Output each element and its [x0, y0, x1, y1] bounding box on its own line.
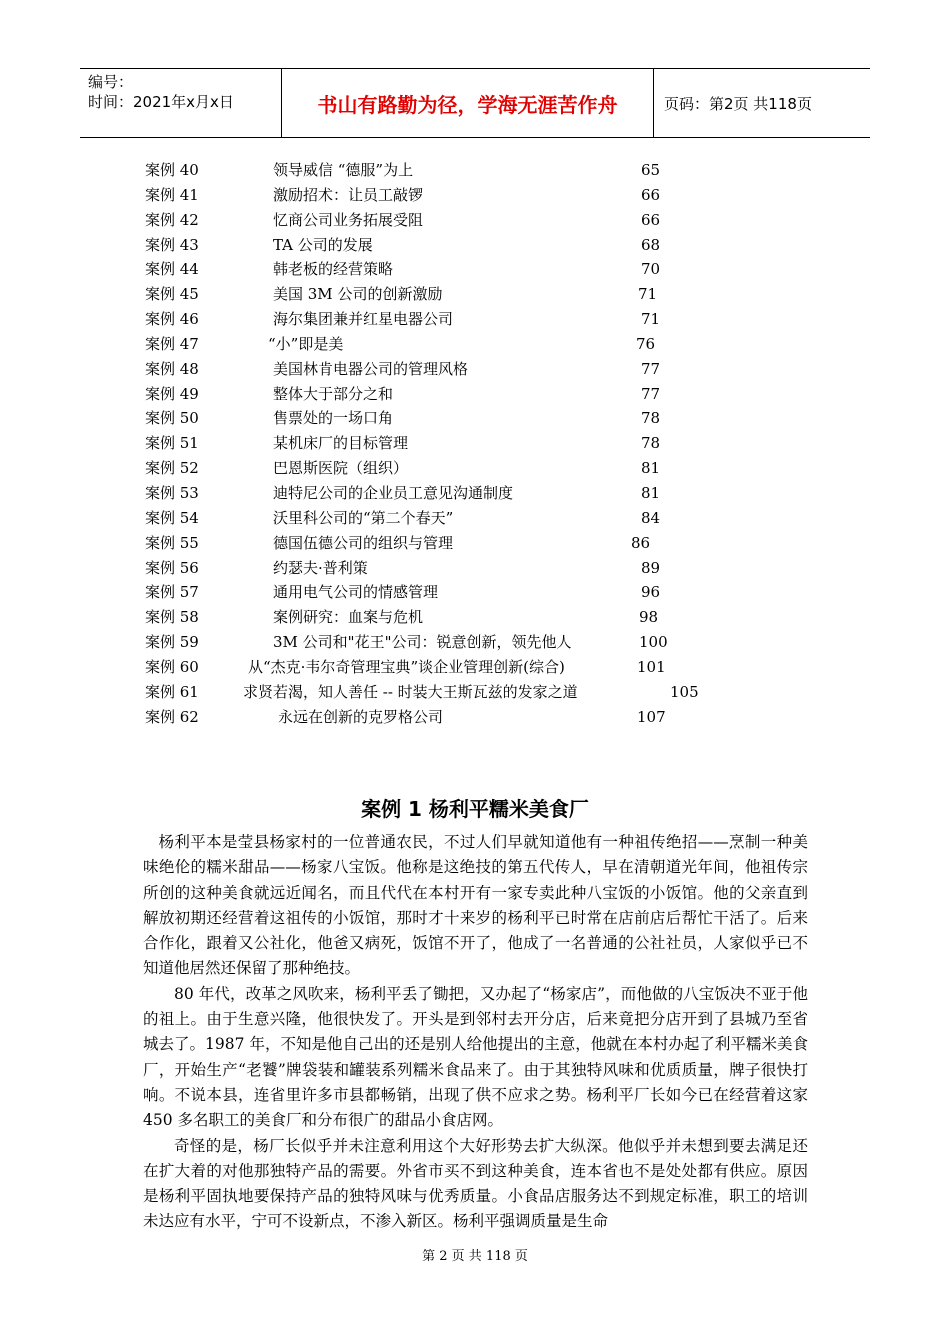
toc-page-number: 71	[638, 285, 658, 304]
toc-case-title: 巴恩斯医院（组织）	[273, 459, 409, 478]
toc-case-title: 海尔集团兼并红星电器公司	[273, 310, 454, 329]
toc-case-number: 案例 44	[145, 260, 199, 279]
toc-page-number: 107	[637, 707, 666, 726]
toc-case-number: 案例 59	[145, 633, 199, 652]
toc-case-number: 案例 43	[145, 235, 199, 254]
toc-row	[0, 506, 950, 531]
toc-page-number: 81	[641, 483, 661, 502]
toc-case-title: 求贤若渴，知人善任 -- 时装大王斯瓦兹的发家之道	[243, 682, 578, 701]
toc-page-number: 66	[641, 185, 661, 204]
toc-case-number: 案例 52	[145, 459, 199, 478]
toc-page-number: 65	[641, 161, 661, 179]
toc-page-number: 77	[641, 359, 661, 378]
toc-case-number: 案例 49	[145, 384, 199, 403]
toc-case-number: 案例 60	[145, 657, 199, 676]
toc-row	[0, 332, 950, 357]
toc-case-number: 案例 48	[145, 359, 199, 378]
toc-case-title: 德国伍德公司的组织与管理	[273, 533, 454, 552]
toc-row	[0, 481, 950, 506]
toc-row	[0, 307, 950, 332]
toc-case-title: 领导威信 “德服”为上	[273, 161, 414, 179]
toc-row	[0, 531, 950, 556]
toc-row	[0, 705, 950, 730]
toc-page-number: 68	[641, 235, 661, 254]
time-label: 时间：2021年x月x日	[88, 93, 234, 111]
toc-case-number: 案例 55	[145, 533, 199, 552]
toc-case-number: 案例 57	[145, 583, 199, 602]
header-page-info: 页码：第2页 共118页	[664, 94, 812, 113]
toc-page-number: 98	[639, 608, 659, 627]
toc-page-number: 70	[641, 260, 661, 279]
toc-page-number: 84	[641, 508, 661, 527]
toc-page-number: 81	[641, 459, 661, 478]
toc-case-title: 沃里科公司的“第二个春天”	[273, 508, 454, 527]
toc-case-number: 案例 45	[145, 285, 199, 304]
toc-page-number: 101	[637, 657, 666, 676]
table-of-contents	[0, 158, 950, 729]
toc-case-title: 韩老板的经营策略	[273, 260, 394, 279]
toc-case-number: 案例 61	[145, 682, 199, 701]
toc-row	[0, 605, 950, 630]
toc-case-title: 迪特尼公司的企业员工意见沟通制度	[273, 483, 514, 502]
toc-row	[0, 431, 950, 456]
paragraph: 奇怪的是，杨厂长似乎并未注意利用这个大好形势去扩大纵深。他似乎并未想到要去满足还在扩大着的对他那独特产品的需要。外省市买不到这种美食，连本省也不是处处都有供应。原因是杨利平固执地要保持产品的独特风味与优秀质量。小食品店服务达不到规定标准，职工的培训未达应有水平，宁可不设新点，不渗入新区。杨利平强调质量是生命	[143, 1136, 808, 1231]
toc-row	[0, 680, 950, 705]
toc-case-title: 忆商公司业务拓展受阻	[273, 210, 424, 229]
toc-case-title: 整体大于部分之和	[273, 384, 394, 403]
toc-case-number: 案例 41	[145, 185, 199, 204]
toc-page-number: 66	[641, 210, 661, 229]
toc-row	[0, 556, 950, 581]
case-title: 案例 1 杨利平糯米美食厂	[361, 797, 589, 821]
toc-case-number: 案例 47	[145, 334, 199, 353]
case-body	[143, 830, 808, 1235]
toc-row	[0, 630, 950, 655]
page-footer: 第 2 页 共 118 页	[422, 1249, 528, 1264]
toc-case-title: 激励招术：让员工敲锣	[273, 185, 424, 204]
toc-case-number: 案例 50	[145, 409, 199, 428]
toc-case-number: 案例 42	[145, 210, 199, 229]
toc-case-number: 案例 58	[145, 608, 199, 627]
toc-case-number: 案例 62	[145, 707, 199, 726]
toc-row	[0, 357, 950, 382]
toc-page-number: 77	[641, 384, 661, 403]
toc-case-number: 案例 46	[145, 310, 199, 329]
number-label: 编号：	[88, 73, 134, 91]
toc-case-title: 某机床厂的目标管理	[273, 434, 409, 453]
toc-row	[0, 183, 950, 208]
paragraph: 杨利平本是莹县杨家村的一位普通农民，不过人们早就知道他有一种祖传绝招——烹制一种美味绝伦的糯米甜品——杨家八宝饭。他称是这绝技的第五代传人，早在清朝道光年间，他祖传宗所创的这种美食就远近闻名，而且代代在本村开有一家专卖此种八宝饭的小饭馆。他的父亲直到解放初期还经营着这祖传的小饭馆，那时才十来岁的杨利平已时常在店前店后帮忙干活了。后来合作化，跟着又公社化，他爸又病死，饭馆不开了，他成了一名普通的公社社员，人家似乎已不知道他居然还保留了那种绝技。	[143, 833, 808, 978]
toc-row	[0, 257, 950, 282]
toc-case-title: TA 公司的发展	[273, 235, 373, 254]
toc-case-title: 案例研究：血案与危机	[273, 608, 424, 627]
toc-page-number: 100	[639, 633, 668, 652]
toc-case-title: 通用电气公司的情感管理	[273, 583, 439, 602]
toc-row	[0, 158, 950, 183]
toc-case-number: 案例 56	[145, 558, 199, 577]
toc-page-number: 76	[636, 334, 656, 353]
toc-row	[0, 655, 950, 680]
toc-case-title: 约瑟夫·普利策	[273, 558, 368, 577]
toc-row	[0, 456, 950, 481]
toc-page-number: 96	[641, 583, 661, 602]
toc-page-number: 86	[631, 533, 651, 552]
toc-case-number: 案例 51	[145, 434, 199, 453]
toc-row	[0, 406, 950, 431]
toc-page-number: 78	[641, 434, 661, 453]
toc-row	[0, 382, 950, 407]
header-motto: 书山有路勤为径，学海无涯苦作舟	[282, 69, 654, 137]
page-header	[80, 68, 870, 138]
toc-case-title: 美国林肯电器公司的管理风格	[273, 359, 469, 378]
toc-row	[0, 233, 950, 258]
paragraph: 80 年代，改革之风吹来，杨利平丢了锄把，又办起了“杨家店”，而他做的八宝饭决不亚于他的祖上。由于生意兴隆，他很快发了。开头是到邻村去开分店，后来竟把分店开到了县城乃至省城去了。1987 年，不知是他自己出的还是别人给他提出的主意，他就在本村办起了利平糯米美食厂，开始生产“老饕”牌袋装和罐装系列糯米食品来了。由于其独特风味和优质质量，牌子很快打响。不说本县，连省里许多市县都畅销，出现了供不应求之势。杨利平厂长如今已在经营着这家 450 多名职工的美食厂和分布很广的甜品小食店网。	[143, 984, 808, 1130]
toc-row	[0, 208, 950, 233]
toc-case-title: 3M 公司和"花王"公司：锐意创新，领先他人	[273, 633, 572, 652]
toc-case-title: 永远在创新的克罗格公司	[278, 707, 444, 726]
toc-case-title: “小”即是美	[268, 334, 344, 353]
toc-case-number: 案例 53	[145, 483, 199, 502]
toc-page-number: 71	[641, 310, 661, 329]
toc-case-title: 美国 3M 公司的创新激励	[273, 285, 443, 304]
toc-row	[0, 580, 950, 605]
toc-row	[0, 282, 950, 307]
toc-page-number: 78	[641, 409, 661, 428]
header-meta	[80, 69, 282, 137]
toc-case-number: 案例 54	[145, 508, 199, 527]
toc-case-title: 售票处的一场口角	[273, 409, 394, 428]
toc-case-title: 从“杰克·韦尔奇管理宝典”谈企业管理创新(综合)	[248, 657, 565, 676]
toc-case-number: 案例 40	[145, 161, 199, 179]
toc-page-number: 105	[670, 682, 699, 701]
toc-page-number: 89	[641, 558, 661, 577]
